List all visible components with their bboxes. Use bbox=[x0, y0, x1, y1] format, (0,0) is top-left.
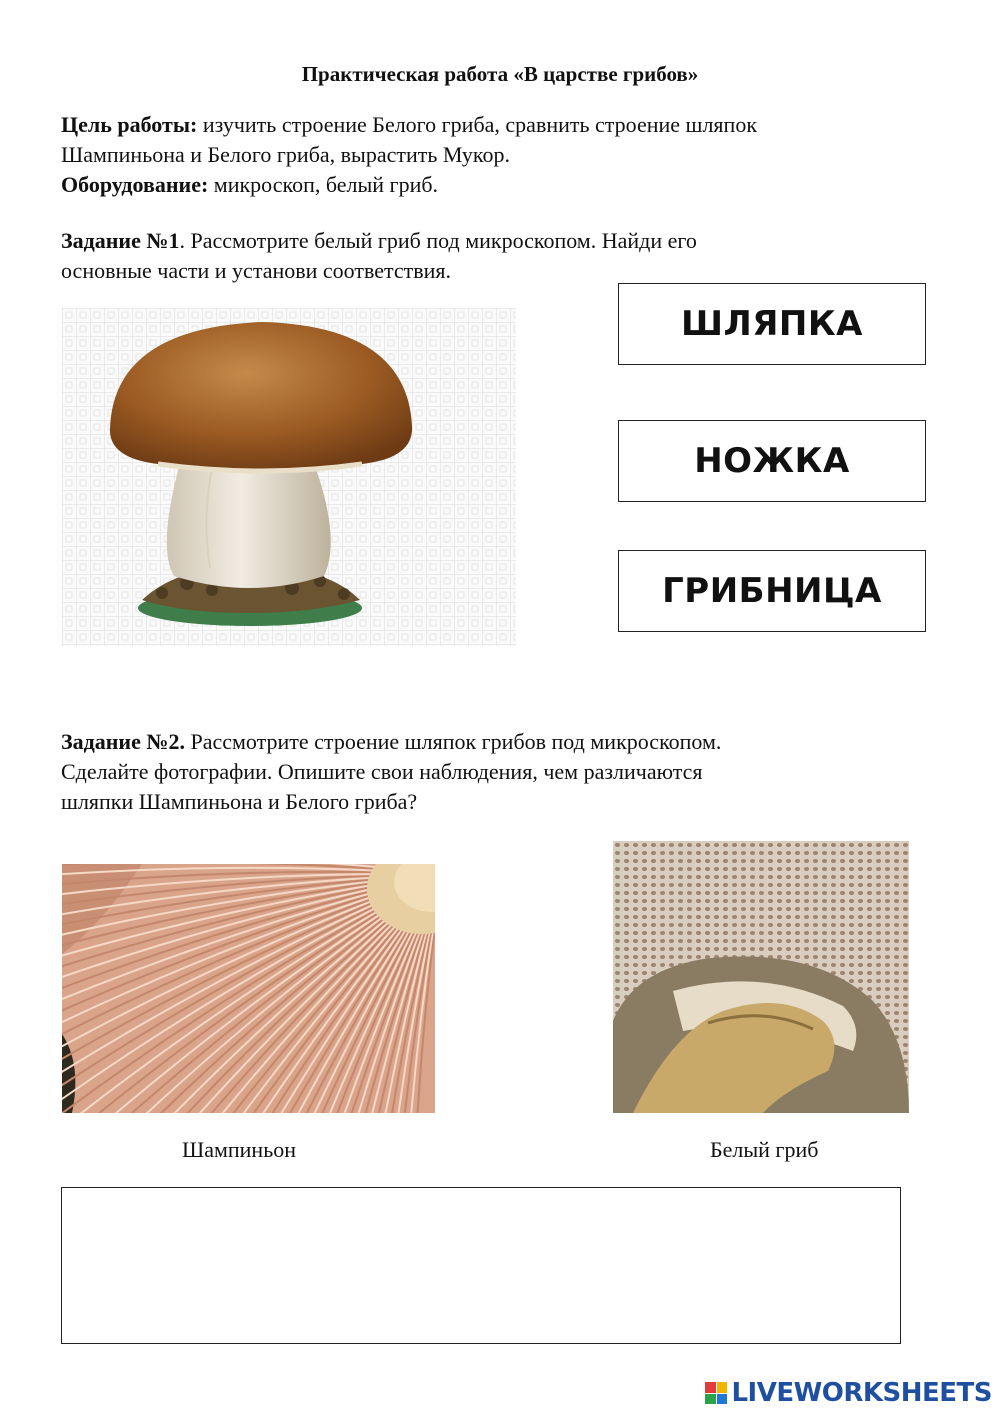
liveworksheets-logo bbox=[705, 1378, 992, 1408]
label-stem[interactable]: НОЖКА bbox=[618, 420, 926, 502]
porcini-pores-image bbox=[613, 841, 909, 1113]
task1-label: Задание №1 bbox=[61, 228, 180, 253]
logo-text: LIVEWORKSHEETS bbox=[731, 1378, 992, 1408]
goal-text-1: изучить строение Белого гриба, сравнить строение шляпок bbox=[197, 112, 758, 137]
task1-text-2: основные части и установи соответствия. bbox=[61, 258, 452, 283]
label-mycelium[interactable]: ГРИБНИЦА bbox=[618, 550, 926, 632]
goal-text-2: Шампиньона и Белого гриба, вырастить Мукор. bbox=[61, 142, 510, 167]
answer-textarea[interactable] bbox=[61, 1187, 901, 1344]
equipment-text: микроскоп, белый гриб. bbox=[208, 172, 439, 197]
task2-text-1: Рассмотрите строение шляпок грибов под микроскопом. bbox=[184, 729, 722, 754]
task1-paragraph bbox=[61, 226, 941, 286]
caption-champignon: Шампиньон bbox=[182, 1137, 297, 1162]
champignon-gills-image bbox=[62, 864, 435, 1113]
logo-icon bbox=[705, 1382, 727, 1404]
page-title: Практическая работа «В царстве грибов» bbox=[301, 62, 699, 86]
caption-porcini: Белый гриб bbox=[710, 1137, 819, 1162]
task2-text-3: шляпки Шампиньона и Белого гриба? bbox=[61, 789, 418, 814]
equipment-label: Оборудование: bbox=[61, 172, 209, 197]
task1-text-1: . Рассмотрите белый гриб под микроскопом. Найди его bbox=[179, 228, 697, 253]
porcini-mushroom-image bbox=[62, 308, 516, 646]
label-cap[interactable]: ШЛЯПКА bbox=[618, 283, 926, 365]
goal-label: Цель работы: bbox=[61, 112, 198, 137]
task2-label: Задание №2. bbox=[61, 729, 185, 754]
task2-text-2: Сделайте фотографии. Опишите свои наблюдения, чем различаются bbox=[61, 759, 703, 784]
task2-paragraph bbox=[61, 727, 941, 817]
goal-paragraph bbox=[61, 110, 941, 200]
